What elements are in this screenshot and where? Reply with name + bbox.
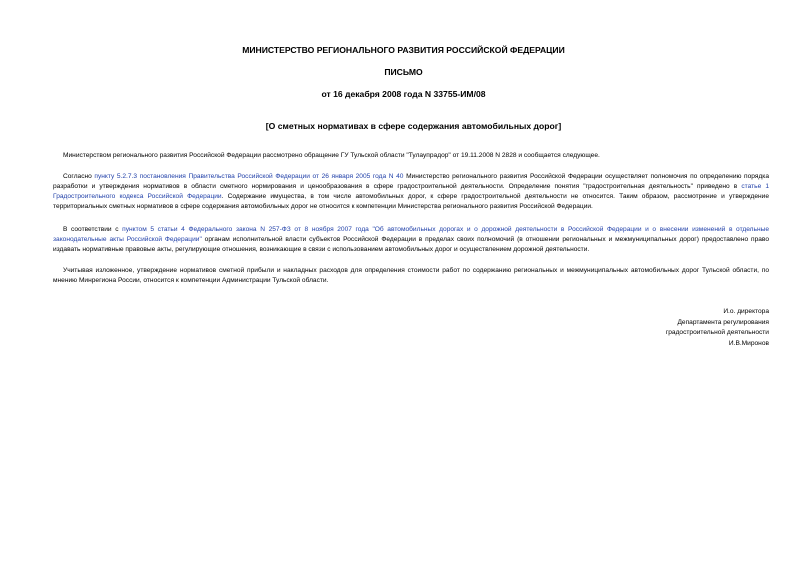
signature-line-3: градостроительной деятельности	[665, 329, 769, 336]
paragraph-3-text-b: органам исполнительной власти субъектов Российской Федерации в пределах своих полномочий (в отношении региональных и межмуниципальных дорог) предоставлено право издавать нормативные правовые акты, регулирующие отношения, возникающие в связи с использованием автомобильных дорог и осуществлением дорожной деятельности.	[53, 236, 769, 253]
paragraph-2-text-a: Согласно	[63, 173, 95, 180]
ministry-title: МИНИСТЕРСТВО РЕГИОНАЛЬНОГО РАЗВИТИЯ РОССИЙСКОЙ ФЕДЕРАЦИИ	[242, 45, 565, 55]
paragraph-4-text: Учитывая изложенное, утверждение нормативов сметной прибыли и накладных расходов для определения стоимости работ по содержанию региональных и межмуниципальных автомобильных дорог Тульской области, по мнению Минрегиона России, относится к компетенции Администрации Тульской области.	[53, 267, 769, 284]
link-federal-law-257[interactable]: пунктом 5 статьи 4 Федерального закона N 257-ФЗ от 8 ноября 2007 года "Об автомобильных дорогах и о дорожной деятельности в Российской Федерации и о внесении изменений в отдельные законодательные акты Российской Федерации"	[53, 226, 770, 243]
link-resolution-40[interactable]: пункту 5.2.7.3 постановления Правительства Российской Федерации от 26 января 2005 года N 40	[94, 173, 404, 180]
doc-subject: [О сметных нормативах в сфере содержания автомобильных дорог]	[265, 121, 562, 131]
signature-line-1: И.о. директора	[723, 308, 769, 315]
paragraph-4	[53, 266, 769, 286]
doc-type: ПИСЬМО	[384, 67, 423, 77]
signature-name: И.В.Миронов	[728, 339, 769, 347]
doc-date-number: от 16 декабря 2008 года N 33755-ИМ/08	[321, 89, 486, 99]
link-grad-code-article-1[interactable]: статье 1 Градостроительного кодекса Российской Федерации	[53, 183, 770, 200]
paragraph-1-text: Министерством регионального развития Российской Федерации рассмотрено обращение ГУ Тульской области "Тулаупрадор" от 19.11.2008 N 2828 и сообщается следующее.	[63, 152, 600, 159]
paragraph-3-text-a: В соответствии с	[63, 226, 123, 233]
paragraph-1	[53, 151, 769, 161]
paragraph-2-text-b: Министерство регионального развития Российской Федерации осуществляет полномочия по определению порядка разработки и утверждения нормативов в области сметного нормирования и ценообразования в сфере градостроительной деятельности. Определение понятия "градостроительная деятельность" приведено в	[53, 173, 769, 190]
paragraph-3	[53, 225, 769, 255]
paragraph-2	[53, 172, 769, 212]
signature-block	[666, 307, 769, 349]
paragraph-2-text-c: . Содержание имущества, в том числе автомобильных дорог, к сфере градостроительной деятельности не относится. Таким образом, рассмотрение и утверждение территориальных сметных нормативов в сфере содержания автомобильных дорог не относится к компетенции Министерства регионального развития Российской Федерации.	[53, 193, 769, 210]
signature-line-2: Департамента регулирования	[677, 318, 769, 326]
